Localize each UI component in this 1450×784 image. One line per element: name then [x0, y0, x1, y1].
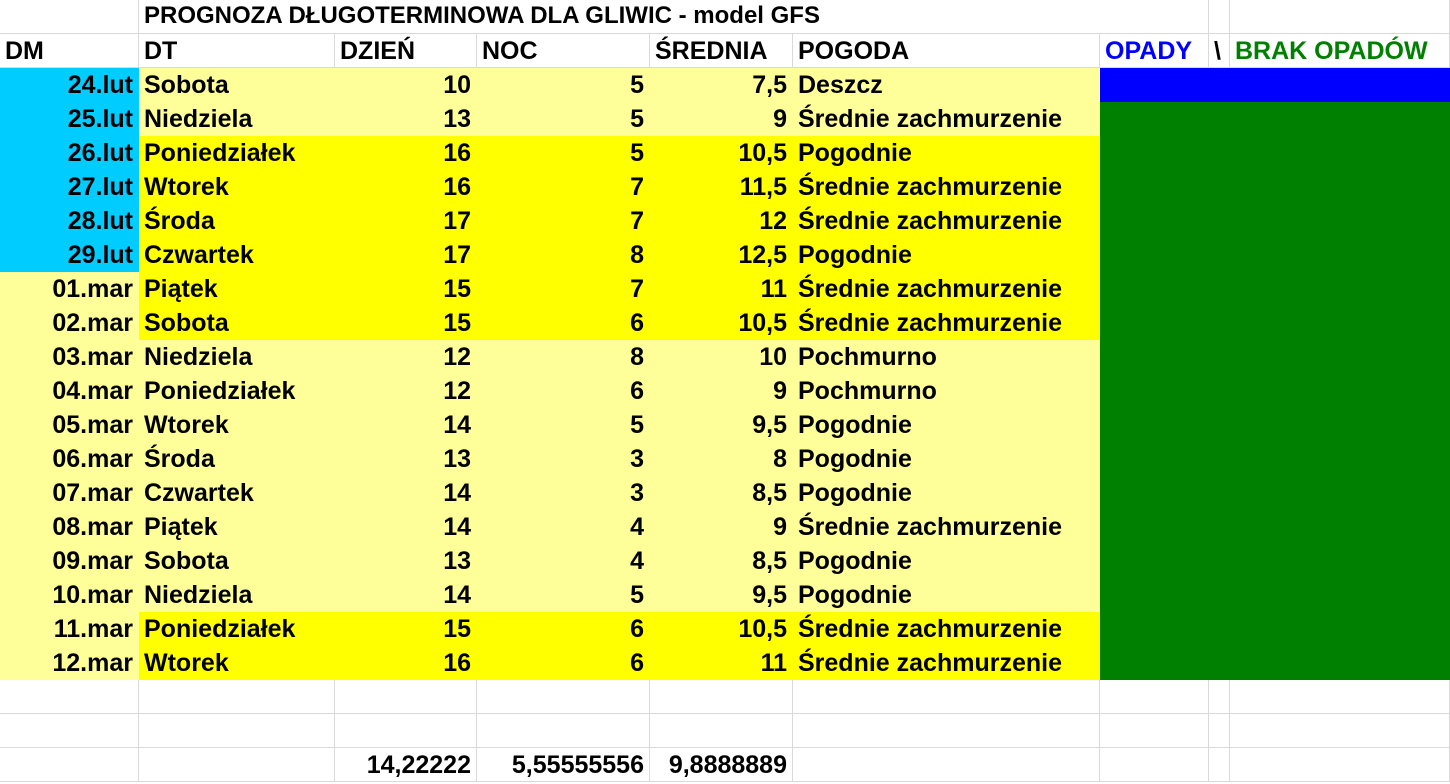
header-dzien[interactable]: DZIEŃ	[335, 34, 477, 68]
header-noc[interactable]: NOC	[477, 34, 650, 68]
weather-cell[interactable]: Średnie zachmurzenie	[793, 646, 1100, 680]
header-dm[interactable]: DM	[0, 34, 139, 68]
avg-temp-cell[interactable]: 9	[650, 510, 793, 544]
table-row	[0, 544, 1450, 578]
night-temp-cell[interactable]: 7	[477, 272, 650, 306]
weekday-cell[interactable]: Poniedziałek	[139, 136, 335, 170]
empty-cell[interactable]	[477, 714, 650, 748]
averages-row	[0, 748, 1450, 782]
day-temp-cell[interactable]: 13	[335, 442, 477, 476]
precip-indicator-cell[interactable]	[1209, 374, 1230, 408]
precip-indicator-cell[interactable]	[1209, 238, 1230, 272]
precip-indicator-cell[interactable]	[1230, 204, 1450, 238]
header-separator[interactable]: \	[1209, 34, 1230, 68]
weekday-cell[interactable]: Niedziela	[139, 340, 335, 374]
date-cell[interactable]: 26.lut	[0, 136, 139, 170]
avg-temp-cell[interactable]: 11	[650, 646, 793, 680]
avg-temp-cell[interactable]: 11,5	[650, 170, 793, 204]
empty-row	[0, 680, 1450, 714]
precip-indicator-cell[interactable]	[1100, 68, 1209, 102]
precip-indicator-cell[interactable]	[1230, 442, 1450, 476]
weather-cell[interactable]: Pogodnie	[793, 238, 1100, 272]
cell-i1[interactable]	[1230, 0, 1450, 34]
day-temp-cell[interactable]: 17	[335, 238, 477, 272]
date-cell[interactable]: 11.mar	[0, 612, 139, 646]
precip-indicator-cell[interactable]	[1100, 102, 1209, 136]
day-temp-cell[interactable]: 14	[335, 578, 477, 612]
date-cell[interactable]: 25.lut	[0, 102, 139, 136]
day-temp-cell[interactable]: 16	[335, 646, 477, 680]
weekday-cell[interactable]: Niedziela	[139, 102, 335, 136]
date-cell[interactable]: 12.mar	[0, 646, 139, 680]
weekday-cell[interactable]: Wtorek	[139, 646, 335, 680]
avg-temp-cell[interactable]: 8,5	[650, 476, 793, 510]
day-temp-cell[interactable]: 15	[335, 272, 477, 306]
avg-temp-cell[interactable]: 10,5	[650, 306, 793, 340]
weather-cell[interactable]: Pogodnie	[793, 544, 1100, 578]
date-cell[interactable]: 27.lut	[0, 170, 139, 204]
precip-indicator-cell[interactable]	[1209, 408, 1230, 442]
weekday-cell[interactable]: Sobota	[139, 544, 335, 578]
night-temp-cell[interactable]: 4	[477, 510, 650, 544]
precip-indicator-cell[interactable]	[1100, 238, 1209, 272]
avg-temp-cell[interactable]: 9,5	[650, 578, 793, 612]
empty-cell[interactable]	[1100, 680, 1209, 714]
precip-indicator-cell[interactable]	[1209, 136, 1230, 170]
table-row	[0, 272, 1450, 306]
weekday-cell[interactable]: Sobota	[139, 68, 335, 102]
precip-indicator-cell[interactable]	[1230, 646, 1450, 680]
weather-cell[interactable]: Średnie zachmurzenie	[793, 510, 1100, 544]
weekday-cell[interactable]: Wtorek	[139, 408, 335, 442]
weekday-cell[interactable]: Piątek	[139, 272, 335, 306]
precip-indicator-cell[interactable]	[1209, 102, 1230, 136]
weather-cell[interactable]: Deszcz	[793, 68, 1100, 102]
avg-temp-cell[interactable]: 9,5	[650, 408, 793, 442]
precip-indicator-cell[interactable]	[1100, 646, 1209, 680]
date-cell[interactable]: 07.mar	[0, 476, 139, 510]
cell-g1[interactable]	[1100, 0, 1209, 34]
night-temp-cell[interactable]: 6	[477, 612, 650, 646]
date-cell[interactable]: 10.mar	[0, 578, 139, 612]
precip-indicator-cell[interactable]	[1100, 272, 1209, 306]
empty-row	[0, 714, 1450, 748]
precip-indicator-cell[interactable]	[1230, 272, 1450, 306]
precip-indicator-cell[interactable]	[1100, 578, 1209, 612]
avg-temp-cell[interactable]: 8	[650, 442, 793, 476]
table-row	[0, 408, 1450, 442]
empty-cell[interactable]	[1230, 680, 1450, 714]
date-cell[interactable]: 09.mar	[0, 544, 139, 578]
empty-cell[interactable]	[1100, 714, 1209, 748]
precip-indicator-cell[interactable]	[1100, 340, 1209, 374]
header-brak-opadow[interactable]: BRAK OPADÓW	[1230, 34, 1450, 68]
precip-indicator-cell[interactable]	[1209, 476, 1230, 510]
header-opady[interactable]: OPADY	[1100, 34, 1209, 68]
day-temp-cell[interactable]: 13	[335, 102, 477, 136]
precip-indicator-cell[interactable]	[1209, 646, 1230, 680]
table-row	[0, 612, 1450, 646]
avg-temp-cell[interactable]: 8,5	[650, 544, 793, 578]
avg-mean-temp[interactable]: 9,8888889	[650, 748, 793, 782]
empty-cell[interactable]	[477, 680, 650, 714]
weekday-cell[interactable]: Czwartek	[139, 238, 335, 272]
precip-indicator-cell[interactable]	[1100, 544, 1209, 578]
day-temp-cell[interactable]: 14	[335, 408, 477, 442]
date-cell[interactable]: 06.mar	[0, 442, 139, 476]
table-row	[0, 646, 1450, 680]
precip-indicator-cell[interactable]	[1100, 510, 1209, 544]
table-row	[0, 374, 1450, 408]
empty-cell[interactable]	[139, 748, 335, 782]
night-temp-cell[interactable]: 8	[477, 340, 650, 374]
night-temp-cell[interactable]: 5	[477, 136, 650, 170]
precip-indicator-cell[interactable]	[1100, 306, 1209, 340]
day-temp-cell[interactable]: 12	[335, 374, 477, 408]
night-temp-cell[interactable]: 3	[477, 442, 650, 476]
precip-indicator-cell[interactable]	[1209, 612, 1230, 646]
empty-cell[interactable]	[139, 714, 335, 748]
date-cell[interactable]: 01.mar	[0, 272, 139, 306]
avg-temp-cell[interactable]: 7,5	[650, 68, 793, 102]
avg-temp-cell[interactable]: 10	[650, 340, 793, 374]
date-cell[interactable]: 28.lut	[0, 204, 139, 238]
empty-cell[interactable]	[1209, 748, 1230, 782]
night-temp-cell[interactable]: 6	[477, 374, 650, 408]
weekday-cell[interactable]: Piątek	[139, 510, 335, 544]
precip-indicator-cell[interactable]	[1209, 68, 1230, 102]
cell-a1[interactable]	[0, 0, 139, 34]
table-row	[0, 204, 1450, 238]
weekday-cell[interactable]: Czwartek	[139, 476, 335, 510]
weather-cell[interactable]: Pochmurno	[793, 374, 1100, 408]
day-temp-cell[interactable]: 15	[335, 306, 477, 340]
empty-cell[interactable]	[1100, 748, 1209, 782]
table-row	[0, 340, 1450, 374]
night-temp-cell[interactable]: 5	[477, 68, 650, 102]
empty-cell[interactable]	[793, 714, 1100, 748]
empty-cell[interactable]	[650, 680, 793, 714]
weather-cell[interactable]: Pogodnie	[793, 476, 1100, 510]
header-pogoda[interactable]: POGODA	[793, 34, 1100, 68]
weather-cell[interactable]: Średnie zachmurzenie	[793, 612, 1100, 646]
weather-cell[interactable]: Pogodnie	[793, 442, 1100, 476]
empty-cell[interactable]	[0, 714, 139, 748]
empty-cell[interactable]	[1230, 714, 1450, 748]
table-row	[0, 136, 1450, 170]
weekday-cell[interactable]: Środa	[139, 204, 335, 238]
precip-indicator-cell[interactable]	[1230, 238, 1450, 272]
weather-cell[interactable]: Pogodnie	[793, 578, 1100, 612]
day-temp-cell[interactable]: 10	[335, 68, 477, 102]
night-temp-cell[interactable]: 5	[477, 578, 650, 612]
table-row	[0, 68, 1450, 102]
day-temp-cell[interactable]: 14	[335, 476, 477, 510]
precip-indicator-cell[interactable]	[1100, 612, 1209, 646]
weather-cell[interactable]: Pogodnie	[793, 136, 1100, 170]
empty-cell[interactable]	[1230, 748, 1450, 782]
precip-indicator-cell[interactable]	[1230, 476, 1450, 510]
night-temp-cell[interactable]: 7	[477, 204, 650, 238]
empty-cell[interactable]	[1209, 714, 1230, 748]
precip-indicator-cell[interactable]	[1100, 442, 1209, 476]
table-row	[0, 510, 1450, 544]
day-temp-cell[interactable]: 14	[335, 510, 477, 544]
avg-temp-cell[interactable]: 10,5	[650, 612, 793, 646]
precip-indicator-cell[interactable]	[1230, 340, 1450, 374]
date-cell[interactable]: 08.mar	[0, 510, 139, 544]
precip-indicator-cell[interactable]	[1230, 510, 1450, 544]
empty-cell[interactable]	[793, 680, 1100, 714]
cell-h1[interactable]	[1209, 0, 1230, 34]
avg-temp-cell[interactable]: 11	[650, 272, 793, 306]
weather-cell[interactable]: Pogodnie	[793, 408, 1100, 442]
precip-indicator-cell[interactable]	[1230, 612, 1450, 646]
precip-indicator-cell[interactable]	[1100, 374, 1209, 408]
avg-day-temp[interactable]: 14,22222	[335, 748, 477, 782]
date-cell[interactable]: 03.mar	[0, 340, 139, 374]
precip-indicator-cell[interactable]	[1100, 408, 1209, 442]
table-row	[0, 442, 1450, 476]
empty-cell[interactable]	[335, 680, 477, 714]
precip-indicator-cell[interactable]	[1230, 68, 1450, 102]
date-cell[interactable]: 29.lut	[0, 238, 139, 272]
table-row	[0, 238, 1450, 272]
weather-cell[interactable]: Średnie zachmurzenie	[793, 170, 1100, 204]
precip-indicator-cell[interactable]	[1209, 306, 1230, 340]
precip-indicator-cell[interactable]	[1209, 170, 1230, 204]
date-cell[interactable]: 05.mar	[0, 408, 139, 442]
weather-cell[interactable]: Pochmurno	[793, 340, 1100, 374]
weather-cell[interactable]: Średnie zachmurzenie	[793, 102, 1100, 136]
night-temp-cell[interactable]: 4	[477, 544, 650, 578]
date-cell[interactable]: 24.lut	[0, 68, 139, 102]
precip-indicator-cell[interactable]	[1230, 374, 1450, 408]
avg-temp-cell[interactable]: 12,5	[650, 238, 793, 272]
night-temp-cell[interactable]: 6	[477, 646, 650, 680]
header-row	[0, 34, 1450, 68]
title-row	[0, 0, 1450, 34]
precip-indicator-cell[interactable]	[1100, 136, 1209, 170]
precip-indicator-cell[interactable]	[1230, 136, 1450, 170]
weather-cell[interactable]: Średnie zachmurzenie	[793, 272, 1100, 306]
table-row	[0, 578, 1450, 612]
precip-indicator-cell[interactable]	[1100, 476, 1209, 510]
weekday-cell[interactable]: Środa	[139, 442, 335, 476]
precip-indicator-cell[interactable]	[1230, 170, 1450, 204]
table-row	[0, 476, 1450, 510]
avg-temp-cell[interactable]: 9	[650, 374, 793, 408]
night-temp-cell[interactable]: 8	[477, 238, 650, 272]
weather-cell[interactable]: Średnie zachmurzenie	[793, 204, 1100, 238]
avg-temp-cell[interactable]: 10,5	[650, 136, 793, 170]
night-temp-cell[interactable]: 6	[477, 306, 650, 340]
empty-cell[interactable]	[793, 748, 1100, 782]
precip-indicator-cell[interactable]	[1209, 204, 1230, 238]
precip-indicator-cell[interactable]	[1230, 578, 1450, 612]
day-temp-cell[interactable]: 16	[335, 170, 477, 204]
empty-cell[interactable]	[335, 714, 477, 748]
day-temp-cell[interactable]: 12	[335, 340, 477, 374]
table-row	[0, 170, 1450, 204]
night-temp-cell[interactable]: 3	[477, 476, 650, 510]
table-row	[0, 102, 1450, 136]
precip-indicator-cell[interactable]	[1209, 544, 1230, 578]
day-temp-cell[interactable]: 15	[335, 612, 477, 646]
empty-cell[interactable]	[650, 714, 793, 748]
day-temp-cell[interactable]: 17	[335, 204, 477, 238]
precip-indicator-cell[interactable]	[1230, 544, 1450, 578]
date-cell[interactable]: 04.mar	[0, 374, 139, 408]
weekday-cell[interactable]: Poniedziałek	[139, 374, 335, 408]
precip-indicator-cell[interactable]	[1230, 102, 1450, 136]
precip-indicator-cell[interactable]	[1230, 408, 1450, 442]
date-cell[interactable]: 02.mar	[0, 306, 139, 340]
day-temp-cell[interactable]: 13	[335, 544, 477, 578]
empty-cell[interactable]	[0, 680, 139, 714]
weekday-cell[interactable]: Sobota	[139, 306, 335, 340]
sheet-title[interactable]: PROGNOZA DŁUGOTERMINOWA DLA GLIWIC - model GFS	[139, 0, 1100, 34]
precip-indicator-cell[interactable]	[1209, 340, 1230, 374]
night-temp-cell[interactable]: 7	[477, 170, 650, 204]
weekday-cell[interactable]: Wtorek	[139, 170, 335, 204]
header-dt[interactable]: DT	[139, 34, 335, 68]
table-row	[0, 306, 1450, 340]
precip-indicator-cell[interactable]	[1100, 204, 1209, 238]
day-temp-cell[interactable]: 16	[335, 136, 477, 170]
avg-temp-cell[interactable]: 9	[650, 102, 793, 136]
weekday-cell[interactable]: Poniedziałek	[139, 612, 335, 646]
weather-cell[interactable]: Średnie zachmurzenie	[793, 306, 1100, 340]
avg-temp-cell[interactable]: 12	[650, 204, 793, 238]
precip-indicator-cell[interactable]	[1209, 510, 1230, 544]
weekday-cell[interactable]: Niedziela	[139, 578, 335, 612]
header-srednia[interactable]: ŚREDNIA	[650, 34, 793, 68]
empty-cell[interactable]	[1209, 680, 1230, 714]
night-temp-cell[interactable]: 5	[477, 102, 650, 136]
empty-cell[interactable]	[0, 748, 139, 782]
avg-night-temp[interactable]: 5,55555556	[477, 748, 650, 782]
empty-cell[interactable]	[139, 680, 335, 714]
night-temp-cell[interactable]: 5	[477, 408, 650, 442]
precip-indicator-cell[interactable]	[1209, 578, 1230, 612]
precip-indicator-cell[interactable]	[1209, 272, 1230, 306]
precip-indicator-cell[interactable]	[1230, 306, 1450, 340]
precip-indicator-cell[interactable]	[1209, 442, 1230, 476]
precip-indicator-cell[interactable]	[1100, 170, 1209, 204]
